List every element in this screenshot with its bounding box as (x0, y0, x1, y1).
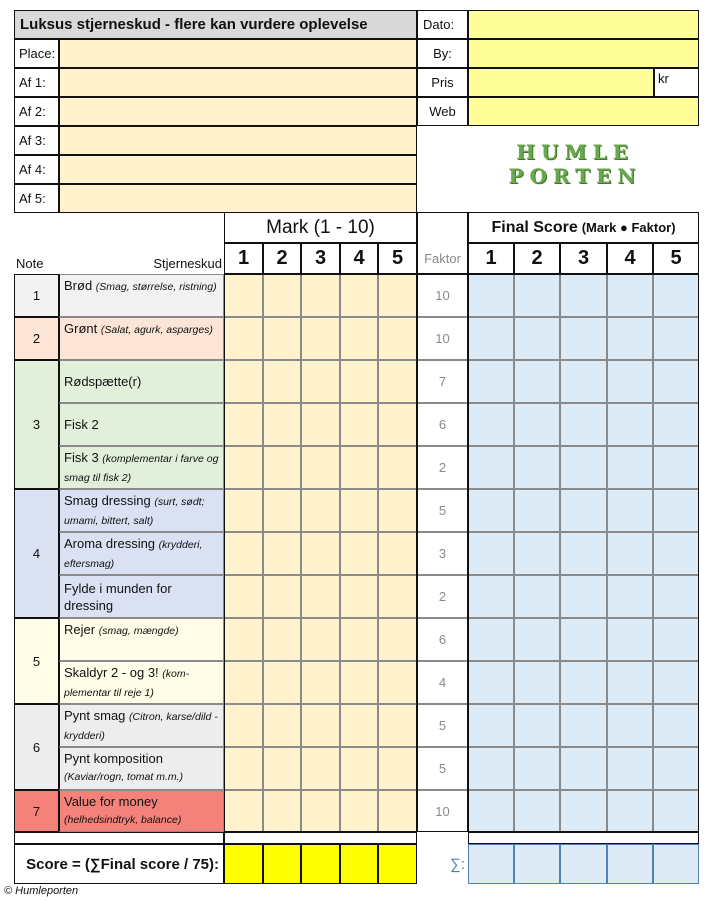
mark-input[interactable] (263, 489, 301, 532)
footer-spacer-final (468, 832, 699, 844)
mark-input[interactable] (301, 446, 340, 489)
field-input-6[interactable] (59, 184, 417, 213)
mark-input[interactable] (224, 704, 263, 747)
faktor-header: Faktor (417, 243, 468, 274)
mark-col-1: 1 (224, 243, 263, 274)
item-subtitle: (Citron, karse/dild - krydderi) (64, 711, 218, 742)
field-label-1: Place: (14, 39, 59, 68)
mark-input[interactable] (263, 790, 301, 832)
final-score-cell (653, 360, 699, 403)
item-title: Aroma dressing (64, 536, 156, 551)
score-result-cell (263, 844, 301, 884)
by-field[interactable] (468, 39, 699, 68)
mark-input[interactable] (224, 661, 263, 704)
final-score-cell (607, 317, 653, 360)
mark-input[interactable] (263, 274, 301, 317)
mark-input[interactable] (378, 575, 417, 618)
faktor-value: 2 (417, 446, 468, 489)
final-score-cell (560, 360, 607, 403)
final-score-cell (653, 532, 699, 575)
item-subtitle: (krydderi, eftersmag) (64, 539, 203, 570)
note-number: 2 (14, 317, 59, 360)
final-score-cell (514, 575, 560, 618)
stjerneskud-item (59, 618, 224, 661)
logo-line-1: HUMLE (516, 140, 634, 164)
final-score-cell (560, 661, 607, 704)
mark-input[interactable] (224, 489, 263, 532)
mark-input[interactable] (263, 360, 301, 403)
mark-input[interactable] (340, 704, 378, 747)
final-score-cell (607, 704, 653, 747)
final-score-cell (468, 747, 514, 790)
sum-cell (607, 844, 653, 884)
stjerneskud-item (59, 790, 224, 832)
item-title: Pynt komposition (64, 751, 163, 766)
final-score-cell (514, 489, 560, 532)
note-number: 6 (14, 704, 59, 790)
item-title: Pynt smag (64, 708, 126, 723)
mark-input[interactable] (340, 575, 378, 618)
note-header: Note (16, 256, 44, 271)
mark-input[interactable] (301, 747, 340, 790)
mark-input[interactable] (224, 575, 263, 618)
mark-input[interactable] (378, 790, 417, 832)
mark-input[interactable] (378, 532, 417, 575)
mark-input[interactable] (378, 274, 417, 317)
final-score-cell (468, 790, 514, 832)
final-col-4: 4 (607, 243, 653, 274)
final-score-cell (653, 704, 699, 747)
dato-field[interactable] (468, 10, 699, 39)
mark-input[interactable] (263, 747, 301, 790)
faktor-value: 3 (417, 532, 468, 575)
mark-input[interactable] (263, 618, 301, 661)
final-score-cell (653, 661, 699, 704)
faktor-value: 10 (417, 317, 468, 360)
final-score-cell (514, 661, 560, 704)
final-score-cell (560, 618, 607, 661)
mark-col-5: 5 (378, 243, 417, 274)
final-score-cell (560, 446, 607, 489)
final-score-cell (653, 489, 699, 532)
final-score-label: Final Score (491, 218, 578, 236)
mark-input[interactable] (340, 446, 378, 489)
mark-input[interactable] (378, 403, 417, 446)
mark-input[interactable] (263, 704, 301, 747)
mark-input[interactable] (263, 446, 301, 489)
stjerneskud-item (59, 274, 224, 317)
mark-input[interactable] (301, 790, 340, 832)
note-number: 7 (14, 790, 59, 832)
mark-input[interactable] (224, 747, 263, 790)
stjerneskud-item (59, 532, 224, 575)
item-title: Rejer (64, 622, 96, 637)
final-score-title (468, 212, 699, 243)
pris-unit: kr (654, 68, 699, 97)
dato-label: Dato: (417, 10, 468, 39)
web-label: Web (417, 97, 468, 126)
mark-input[interactable] (340, 790, 378, 832)
mark-input[interactable] (301, 661, 340, 704)
faktor-value: 5 (417, 489, 468, 532)
final-score-cell (653, 747, 699, 790)
final-score-cell (607, 274, 653, 317)
field-label-5: Af 4: (14, 155, 59, 184)
item-subtitle: (kom-plementar til reje 1) (64, 668, 190, 699)
mark-input[interactable] (301, 403, 340, 446)
final-col-3: 3 (560, 243, 607, 274)
mark-input[interactable] (378, 661, 417, 704)
mark-input[interactable] (340, 489, 378, 532)
final-score-cell (468, 575, 514, 618)
final-score-cell (468, 661, 514, 704)
stjerneskud-item (59, 317, 224, 360)
mark-col-4: 4 (340, 243, 378, 274)
final-score-cell (607, 532, 653, 575)
mark-input[interactable] (263, 661, 301, 704)
mark-input[interactable] (224, 403, 263, 446)
final-score-cell (468, 489, 514, 532)
item-title: Skaldyr 2 - og 3! (64, 665, 159, 680)
field-label-3: Af 2: (14, 97, 59, 126)
final-score-cell (560, 704, 607, 747)
item-title: Fylde i munden for dressing (64, 580, 172, 613)
final-score-cell (607, 446, 653, 489)
stjerneskud-item (59, 360, 224, 403)
sum-cell (653, 844, 699, 884)
final-score-cell (653, 274, 699, 317)
faktor-value: 10 (417, 790, 468, 832)
sum-cell (514, 844, 560, 884)
item-subtitle: (Kaviar/rogn, tomat m.m.) (64, 771, 184, 783)
mark-input[interactable] (340, 618, 378, 661)
final-score-cell (607, 575, 653, 618)
field-input-4[interactable] (59, 126, 417, 155)
final-score-cell (468, 274, 514, 317)
mark-input[interactable] (224, 317, 263, 360)
stjerneskud-item (59, 575, 224, 618)
mark-title: Mark (1 - 10) (224, 212, 417, 243)
web-field[interactable] (468, 97, 699, 126)
final-score-cell (607, 618, 653, 661)
field-input-1[interactable] (59, 39, 417, 68)
score-result-cell (378, 844, 417, 884)
stjerneskud-item (59, 661, 224, 704)
mark-input[interactable] (301, 704, 340, 747)
final-score-cell (560, 790, 607, 832)
final-score-cell (514, 446, 560, 489)
field-input-5[interactable] (59, 155, 417, 184)
final-score-cell (468, 532, 514, 575)
final-score-cell (514, 704, 560, 747)
form-title: Luksus stjerneskud - flere kan vurdere oplevelse (14, 10, 417, 39)
final-score-cell (514, 317, 560, 360)
mark-input[interactable] (301, 317, 340, 360)
logo-line-2: PORTEN (508, 164, 642, 188)
mark-input[interactable] (340, 532, 378, 575)
item-subtitle: (Smag, størrelse, ristning) (95, 281, 217, 293)
score-result-cell (340, 844, 378, 884)
stjerneskud-item (59, 747, 224, 790)
final-score-cell (560, 747, 607, 790)
item-subtitle: (helhedsindtryk, balance) (64, 814, 182, 826)
mark-input[interactable] (340, 661, 378, 704)
mark-input[interactable] (378, 747, 417, 790)
item-title: Smag dressing (64, 493, 151, 508)
final-score-cell (468, 360, 514, 403)
mark-input[interactable] (378, 317, 417, 360)
final-score-cell (560, 532, 607, 575)
final-score-cell (514, 360, 560, 403)
mark-input[interactable] (224, 532, 263, 575)
faktor-value: 6 (417, 618, 468, 661)
stjerneskud-item (59, 704, 224, 747)
mark-input[interactable] (224, 274, 263, 317)
item-subtitle: (Salat, agurk, asparges) (100, 324, 213, 336)
item-title: Rødspætte(r) (64, 374, 142, 389)
mark-input[interactable] (340, 403, 378, 446)
final-score-cell (468, 317, 514, 360)
mark-input[interactable] (263, 575, 301, 618)
final-score-cell (607, 403, 653, 446)
final-score-cell (653, 317, 699, 360)
mark-input[interactable] (224, 360, 263, 403)
item-title: Brød (64, 278, 93, 293)
footer-spacer-left (14, 832, 224, 844)
final-score-cell (653, 575, 699, 618)
final-score-cell (607, 661, 653, 704)
mark-input[interactable] (378, 489, 417, 532)
field-label-2: Af 1: (14, 68, 59, 97)
item-title: Grønt (64, 321, 98, 336)
faktor-value: 5 (417, 747, 468, 790)
pris-field[interactable] (468, 68, 654, 97)
mark-input[interactable] (301, 274, 340, 317)
final-score-cell (514, 403, 560, 446)
mark-input[interactable] (378, 446, 417, 489)
mark-input[interactable] (263, 403, 301, 446)
mark-input[interactable] (340, 317, 378, 360)
final-score-cell (560, 489, 607, 532)
faktor-header-top (417, 212, 468, 243)
final-score-cell (514, 747, 560, 790)
final-score-cell (468, 446, 514, 489)
pris-label: Pris (417, 68, 468, 97)
score-label: Score = (∑Final score / 75): (14, 844, 224, 884)
faktor-value: 7 (417, 360, 468, 403)
item-subtitle: (surt, sødt; umami, bittert, salt) (64, 496, 205, 527)
mark-input[interactable] (301, 360, 340, 403)
final-score-cell (514, 532, 560, 575)
item-subtitle: (smag, mængde) (98, 625, 179, 637)
item-title: Fisk 2 (64, 417, 99, 432)
final-col-5: 5 (653, 243, 699, 274)
mark-input[interactable] (263, 317, 301, 360)
final-score-cell (653, 618, 699, 661)
mark-input[interactable] (378, 360, 417, 403)
item-subtitle: (komplementar i farve og smag til fisk 2) (64, 453, 219, 484)
faktor-value: 5 (417, 704, 468, 747)
field-label-4: Af 3: (14, 126, 59, 155)
mark-input[interactable] (301, 489, 340, 532)
mark-input[interactable] (378, 704, 417, 747)
mark-input[interactable] (224, 790, 263, 832)
final-score-cell (468, 704, 514, 747)
mark-input[interactable] (224, 618, 263, 661)
field-input-2[interactable] (59, 68, 417, 97)
copyright: © Humleporten (4, 885, 79, 897)
mark-input[interactable] (340, 747, 378, 790)
note-number: 3 (14, 360, 59, 489)
stjerneskud-item (59, 446, 224, 489)
final-score-cell (607, 747, 653, 790)
mark-input[interactable] (301, 532, 340, 575)
note-number: 5 (14, 618, 59, 704)
final-score-subtitle: (Mark ● Faktor) (581, 220, 676, 235)
final-score-cell (653, 790, 699, 832)
final-score-cell (607, 360, 653, 403)
final-col-2: 2 (514, 243, 560, 274)
footer-spacer-mark (224, 832, 417, 844)
humleporten-logo (480, 140, 670, 188)
final-score-cell (560, 575, 607, 618)
mark-input[interactable] (378, 618, 417, 661)
final-score-cell (607, 790, 653, 832)
mark-input[interactable] (301, 575, 340, 618)
stjerneskud-header: Stjerneskud (153, 256, 222, 271)
faktor-value: 4 (417, 661, 468, 704)
final-score-cell (653, 403, 699, 446)
mark-input[interactable] (224, 446, 263, 489)
mark-col-2: 2 (263, 243, 301, 274)
final-score-cell (560, 274, 607, 317)
final-score-cell (514, 274, 560, 317)
faktor-value: 10 (417, 274, 468, 317)
score-result-cell (301, 844, 340, 884)
mark-col-3: 3 (301, 243, 340, 274)
final-score-cell (653, 446, 699, 489)
sum-cell (560, 844, 607, 884)
item-title: Value for money (64, 794, 158, 809)
mark-input[interactable] (340, 274, 378, 317)
mark-input[interactable] (263, 532, 301, 575)
faktor-value: 2 (417, 575, 468, 618)
sum-cell (468, 844, 514, 884)
final-score-cell (560, 403, 607, 446)
note-number: 1 (14, 274, 59, 317)
sum-label: ∑: (450, 855, 465, 873)
mark-input[interactable] (301, 618, 340, 661)
stjerneskud-item (59, 403, 224, 446)
final-score-cell (514, 790, 560, 832)
field-input-3[interactable] (59, 97, 417, 126)
mark-input[interactable] (340, 360, 378, 403)
stjerneskud-item (59, 489, 224, 532)
item-title: Fisk 3 (64, 450, 99, 465)
score-result-cell (224, 844, 263, 884)
final-score-cell (468, 403, 514, 446)
faktor-value: 6 (417, 403, 468, 446)
final-score-cell (514, 618, 560, 661)
by-label: By: (417, 39, 468, 68)
field-label-6: Af 5: (14, 184, 59, 213)
final-score-cell (607, 489, 653, 532)
final-col-1: 1 (468, 243, 514, 274)
final-score-cell (468, 618, 514, 661)
final-score-cell (560, 317, 607, 360)
note-number: 4 (14, 489, 59, 618)
